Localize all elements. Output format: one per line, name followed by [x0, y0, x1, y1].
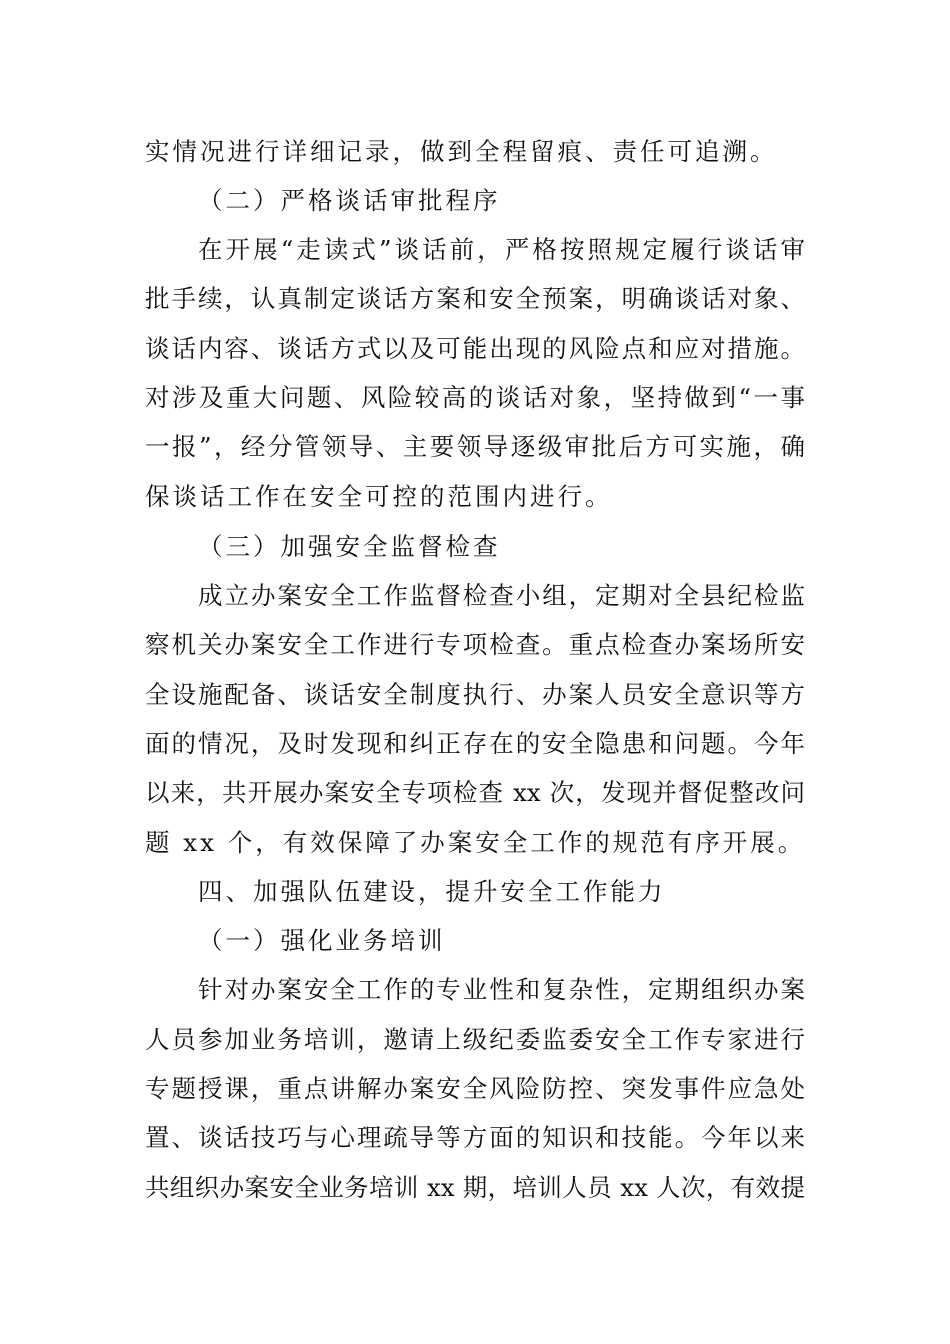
paragraph-line: 以来，共开展办案安全专项检查 xx 次，发现并督促整改问	[145, 778, 805, 807]
paragraph-line: 一报”，经分管领导、主要领导逐级审批后方可实施，确	[145, 432, 805, 461]
paragraph-line: 全设施配备、谈话安全制度执行、办案人员安全意识等方	[145, 680, 805, 709]
paragraph-line: 实情况进行详细记录，做到全程留痕、责任可追溯。	[145, 137, 778, 166]
section-heading-three: （三）加强安全监督检查	[198, 532, 501, 561]
paragraph-line: 对涉及重大问题、风险较高的谈话对象，坚持做到“一事	[145, 383, 805, 412]
paragraph-line: 察机关办案安全工作进行专项检查。重点检查办案场所安	[145, 630, 805, 659]
paragraph-line: 专题授课，重点讲解办案安全风险防控、突发事件应急处	[145, 1074, 805, 1103]
paragraph-line: 在开展“走读式”谈话前，严格按照规定履行谈话审	[198, 235, 805, 264]
paragraph-line: 谈话内容、谈话方式以及可能出现的风险点和应对措施。	[145, 334, 805, 363]
paragraph-line: 面的情况，及时发现和纠正存在的安全隐患和问题。今年	[145, 729, 805, 758]
section-heading-two: （二）严格谈话审批程序	[198, 186, 501, 215]
section-heading-one: （一）强化业务培训	[198, 926, 446, 955]
paragraph-line: 成立办案安全工作监督检查小组，定期对全县纪检监	[198, 581, 805, 610]
paragraph-line: 针对办案安全工作的专业性和复杂性，定期组织办案	[198, 975, 805, 1004]
paragraph-line: 共组织办案安全业务培训 xx 期，培训人员 xx 人次，有效提	[145, 1173, 805, 1202]
paragraph-line: 保谈话工作在安全可控的范围内进行。	[145, 482, 613, 511]
paragraph-line: 批手续，认真制定谈话方案和安全预案，明确谈话对象、	[145, 284, 805, 313]
chapter-heading-four: 四、加强队伍建设，提升安全工作能力	[198, 877, 666, 906]
paragraph-line: 人员参加业务培训，邀请上级纪委监委安全工作专家进行	[145, 1025, 805, 1054]
paragraph-line: 置、谈话技巧与心理疏导等方面的知识和技能。今年以来	[145, 1123, 805, 1152]
paragraph-line: 题 xx 个，有效保障了办案安全工作的规范有序开展。	[145, 828, 806, 857]
